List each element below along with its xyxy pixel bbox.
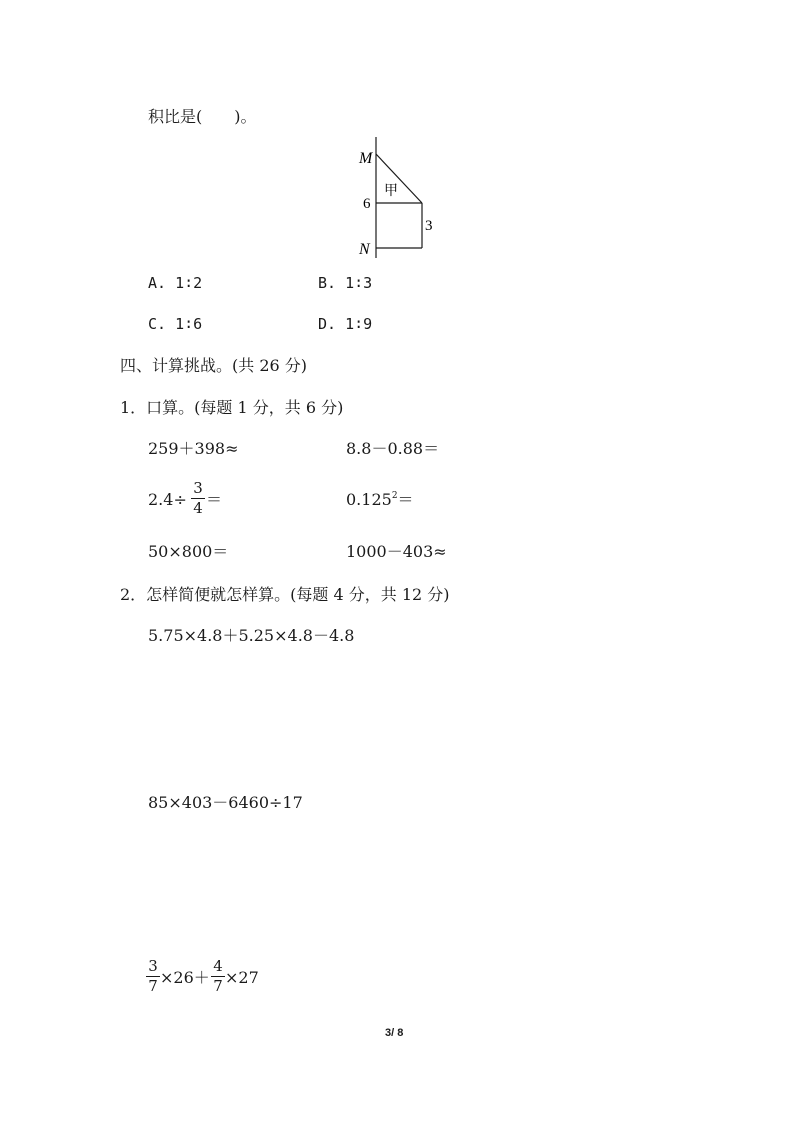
fraction-denominator: 4 [193,499,203,517]
page-number: 3/ 8 [385,1027,404,1039]
calc-item-3-equals: ＝ [206,490,223,509]
option-d: D. 1∶9 [318,315,373,333]
fraction-numerator: 3 [193,479,203,497]
calc-item-6: 1000－403≈ [346,542,447,561]
question-1-heading: 1．口算。(每题 1 分，共 6 分) [120,398,344,417]
simplify-item-1: 5.75×4.8＋5.25×4.8－4.8 [148,626,355,645]
calc-item-2: 8.8－0.88＝ [346,439,440,458]
calc-item-1: 259＋398≈ [148,439,239,458]
fraction-three-fourths [191,481,205,516]
label-region-jia: 甲 [384,184,398,199]
option-c: C. 1∶6 [148,315,203,333]
simplify-item-2: 85×403－6460÷17 [148,793,303,812]
simplify-item-3-tail: ×27 [225,968,259,987]
fraction-denominator: 7 [213,977,223,995]
fraction-denominator: 7 [148,977,158,995]
question-text-tail: 积比是( )。 [148,107,257,126]
label-n: N [359,241,370,258]
calc-item-5: 50×800＝ [148,542,229,561]
label-m: M [359,150,373,167]
simplify-item-3-middle: ×26＋ [160,968,210,987]
calc-item-4-equals: ＝ [397,490,414,509]
triangle-hypotenuse [376,154,422,203]
fraction-numerator: 4 [213,957,223,975]
calc-item-3-prefix: 2.4÷ [148,490,187,509]
calc-item-4-exponent: 2 [391,491,398,501]
geometry-figure [350,134,450,264]
question-2-heading: 2．怎样简便就怎样算。(每题 4 分，共 12 分) [120,585,450,604]
calc-item-4-base: 0.125 [346,490,392,509]
section-heading: 四、计算挑战。(共 26 分) [120,356,308,375]
fraction-numerator: 3 [148,957,158,975]
fraction-three-sevenths [146,959,160,994]
label-three: 3 [425,218,433,234]
option-b: B. 1∶3 [318,274,373,292]
label-six: 6 [363,196,371,212]
fraction-four-sevenths [211,959,225,994]
option-a: A. 1∶2 [148,274,203,292]
calc-item-4 [346,492,414,508]
